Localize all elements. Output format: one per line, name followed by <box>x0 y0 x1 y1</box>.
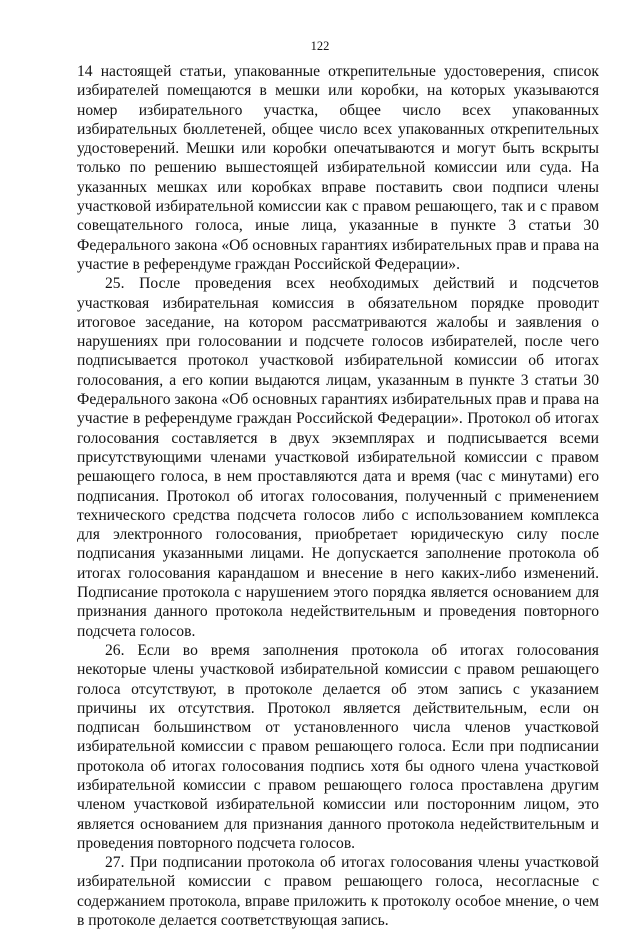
paragraph-continuation: 14 настоящей статьи, упакованные открепительные удостоверения, список избирателей помещаются в мешки или коробки, на которых указываются номер избирательного участка, общее число всех упакованных избирательных бюллетеней, общее число всех упакованных открепительных удостоверений. Мешки или коробки опечатываются и могут быть вскрыты только по решению вышестоящей избирательной комиссии или суда. На указанных мешках или коробках вправе поставить свои подписи члены участковой избирательной комиссии как с правом решающего, так и с правом совещательного голоса, иные лица, указанные в пункте 3 статьи 30 Федерального закона «Об основных гарантиях избирательных прав и права на участие в референдуме граждан Российской Федерации». <box>77 63 599 273</box>
document-body <box>77 62 599 930</box>
paragraph-item-27: 27. При подписании протокола об итогах голосования члены участковой избирательной комиссии с правом решающего голоса, несогласные с содержанием протокола, вправе приложить к протоколу особое мнение, о чем в протоколе делается соответствующая запись. <box>77 854 599 930</box>
paragraph-item-25: 25. После проведения всех необходимых действий и подсчетов участковая избирательная комиссия в обязательном порядке проводит итоговое заседание, на котором рассматриваются жалобы и заявления о нарушениях при голосовании и подсчете голосов избирателей, после чего подписывается протокол участковой избирательной комиссии об итогах голосования, а его копии выдаются лицам, указанным в пункте 3 статьи 30 Федерального закона «Об основных гарантиях избирательных прав и права на участие в референдуме граждан Российской Федерации». Протокол об итогах голосования составляется в двух экземплярах и подписывается всеми присутствующими членами участковой избирательной комиссии с правом решающего голоса, в нем проставляются дата и время (час с минутами) его подписания. Протокол об итогах голосования, полученный с применением технического средства подсчета голосов либо с использованием комплекса для электронного голосования, приобретает юридическую силу после подписания указанными лицами. Не допускается заполнение протокола об итогах голосования карандашом и внесение в него каких-либо изменений. Подписание протокола с нарушением этого порядка является основанием для признания данного протокола недействительным и проведения повторного подсчета голосов. <box>77 275 599 640</box>
page-number: 122 <box>310 39 330 53</box>
paragraph-item-26: 26. Если во время заполнения протокола об итогах голосования некоторые члены участковой избирательной комиссии с правом решающего голоса отсутствуют, в протоколе делается об этом запись с указанием причины их отсутствия. Протокол является действительным, если он подписан большинством от установленного числа членов участковой избирательной комиссии с правом решающего голоса. Если при подписании протокола об итогах голосования подпись хотя бы одного члена участковой избирательной комиссии с правом решающего голоса проставлена другим членом участковой избирательной комиссии или посторонним лицом, это является основанием для признания данного протокола недействительным и проведения повторного подсчета голосов. <box>77 641 599 852</box>
